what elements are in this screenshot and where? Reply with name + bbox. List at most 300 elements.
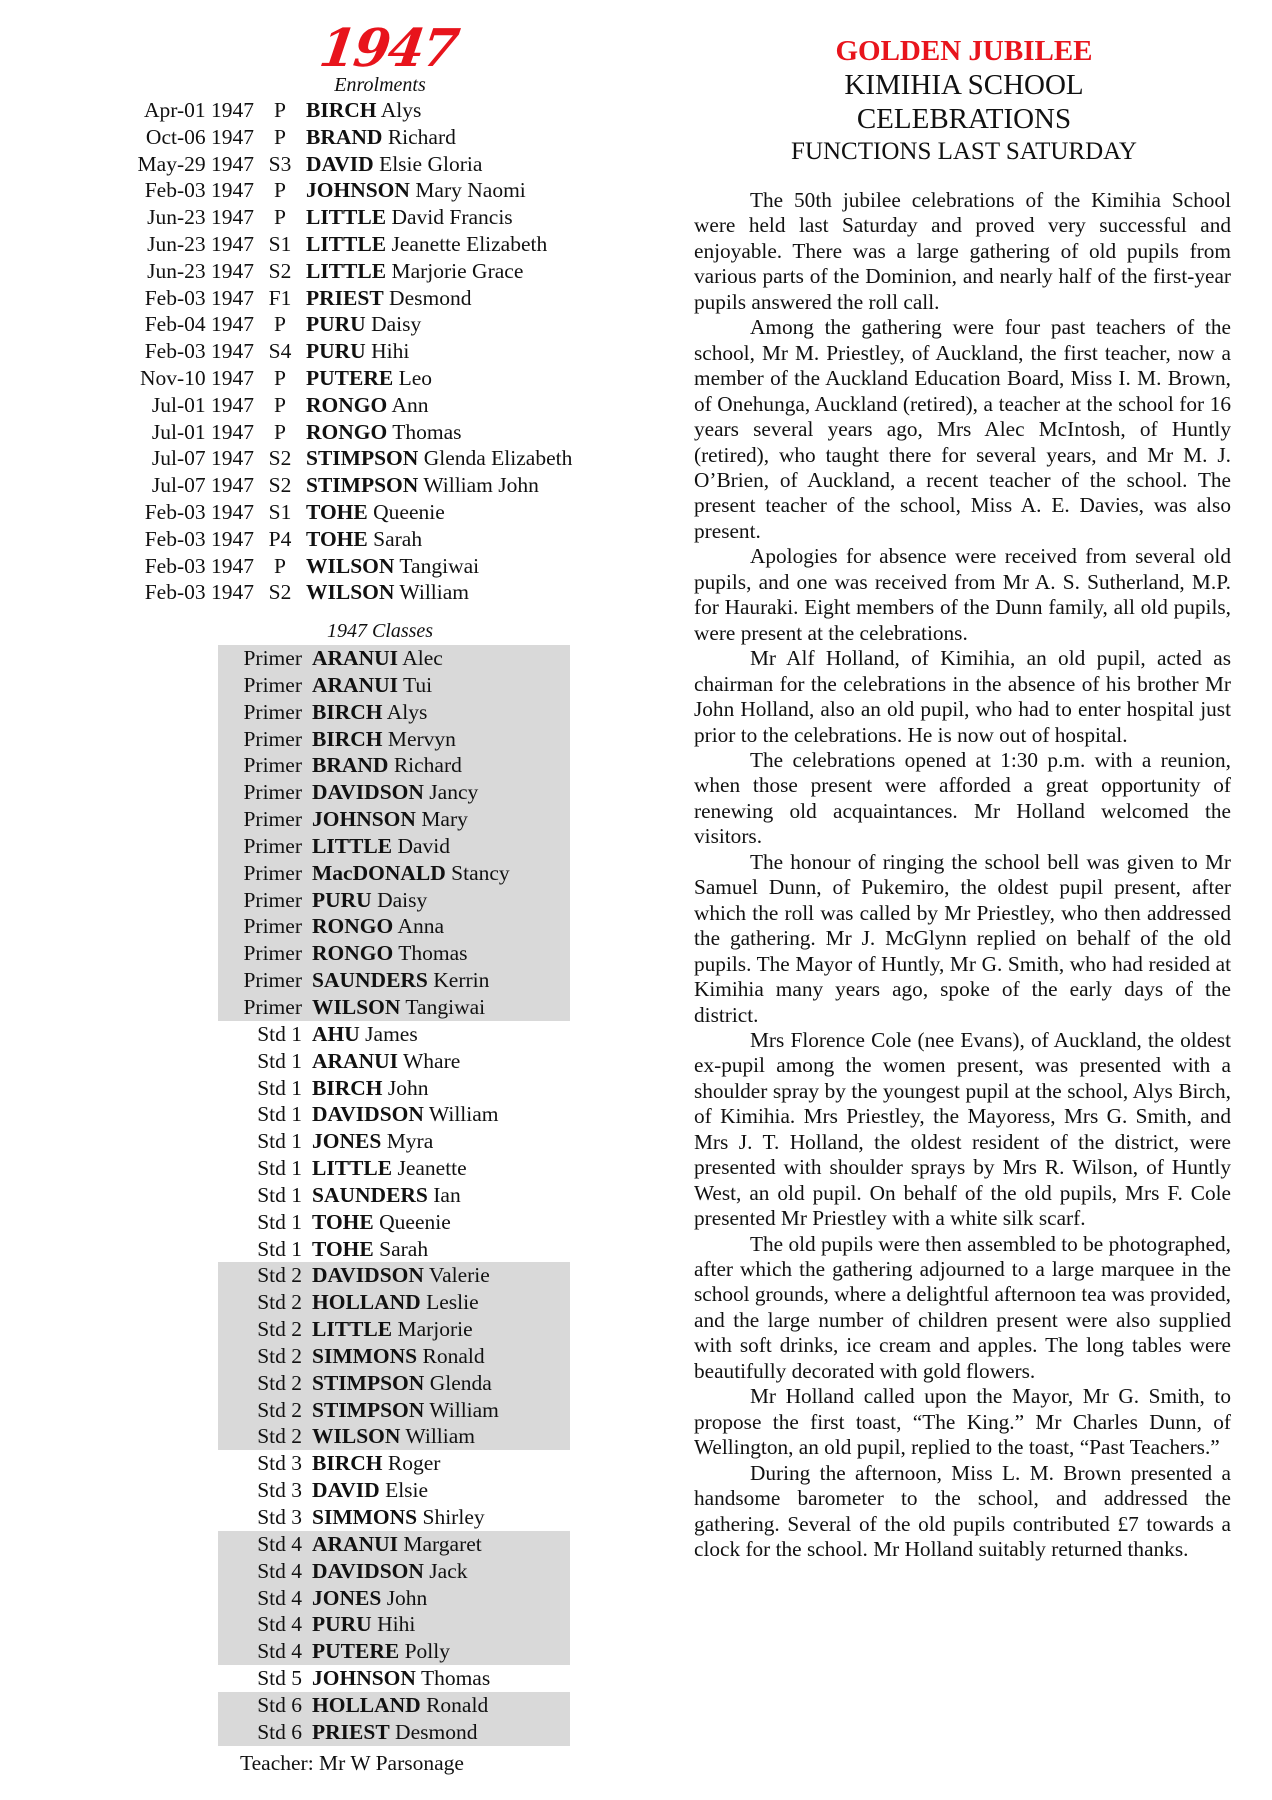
enrolment-date: Nov-10 1947: [139, 365, 254, 390]
surname: ARANUI: [312, 1531, 398, 1556]
pupil-name: [312, 913, 444, 940]
surname: AHU: [312, 1021, 360, 1046]
given-name: Mervyn: [387, 726, 456, 751]
given-name: William John: [423, 473, 539, 498]
enrolment-name: [306, 392, 428, 419]
class-level: Primer: [243, 672, 302, 697]
surname: PURU: [306, 339, 366, 364]
pupil-name: [312, 1450, 440, 1477]
class-level: Std 1: [257, 1048, 302, 1073]
enrolment-date: Jun-23 1947: [147, 231, 254, 256]
article-body: [694, 188, 1231, 1562]
enrolment-class: S2: [268, 580, 292, 605]
surname: STIMPSON: [312, 1370, 425, 1395]
given-name: Richard: [387, 124, 456, 149]
enrolment-class: S4: [268, 339, 292, 364]
given-name: Daisy: [377, 887, 428, 912]
pupil-name: [312, 1397, 499, 1424]
class-row: [218, 1155, 570, 1182]
given-name: Polly: [404, 1639, 450, 1664]
class-level: Primer: [243, 941, 302, 966]
pupil-name: [312, 1719, 477, 1746]
pupil-name: [312, 779, 478, 806]
surname: WILSON: [312, 1424, 401, 1449]
pupil-name: [312, 1289, 479, 1316]
surname: DAVIDSON: [312, 1102, 424, 1127]
surname: RONGO: [312, 914, 394, 939]
pupil-name: [312, 994, 485, 1021]
surname: DAVIDSON: [312, 1558, 424, 1583]
class-level: Std 1: [257, 1102, 302, 1127]
surname: JOHNSON: [306, 178, 410, 203]
surname: WILSON: [306, 553, 395, 578]
enrolment-name: [306, 311, 421, 338]
class-level: Std 1: [257, 1129, 302, 1154]
class-level: Primer: [243, 914, 302, 939]
pupil-name: [312, 1101, 499, 1128]
enrolment-date: Feb-03 1947: [144, 526, 254, 551]
surname: STIMPSON: [312, 1397, 425, 1422]
class-level: Std 2: [257, 1317, 302, 1342]
class-level: Std 1: [257, 1182, 302, 1207]
surname: WILSON: [312, 994, 401, 1019]
given-name: Marjorie Grace: [391, 258, 524, 283]
given-name: Roger: [387, 1451, 441, 1476]
class-level: Primer: [243, 994, 302, 1019]
pupil-name: [312, 1182, 461, 1209]
classes-list: [218, 645, 570, 1746]
class-level: Std 2: [257, 1290, 302, 1315]
class-row: [218, 1611, 570, 1638]
pupil-name: [312, 1531, 482, 1558]
enrolment-date: Feb-03 1947: [144, 580, 254, 605]
enrolment-class: P: [274, 553, 286, 578]
surname: TOHE: [312, 1209, 374, 1234]
enrolment-class: P: [274, 98, 286, 122]
class-level: Std 2: [257, 1343, 302, 1368]
enrolment-date: Apr-01 1947: [143, 98, 254, 122]
given-name: Margaret: [403, 1531, 482, 1556]
enrolment-date: Feb-03 1947: [144, 499, 254, 524]
enrolment-row: [100, 392, 572, 419]
given-name: Leo: [398, 365, 433, 390]
surname: PURU: [312, 887, 372, 912]
given-name: William: [399, 580, 470, 605]
given-name: Ronald: [422, 1343, 485, 1368]
surname: LITTLE: [312, 1156, 393, 1181]
surname: RONGO: [306, 419, 388, 444]
class-row: [218, 672, 570, 699]
article-paragraph: The old pupils were then assembled to be photographed, after which the gathering adjourned to a large marquee in the school grounds, where a delightful afternoon tea was provided, and the large number of children present were also supplied with soft drinks, ice cream and apples. The long tables were beautifully decorated with gold flowers.: [694, 1231, 1231, 1383]
enrolment-name: [306, 526, 422, 553]
surname: LITTLE: [312, 833, 393, 858]
surname: HOLLAND: [312, 1290, 421, 1315]
class-level: Primer: [243, 887, 302, 912]
enrolment-class: S1: [268, 231, 292, 256]
surname: DAVID: [312, 1478, 380, 1503]
enrolment-row: [100, 553, 572, 580]
enrolment-row: [100, 311, 572, 338]
surname: RONGO: [312, 941, 394, 966]
article-paragraph: Mr Alf Holland, of Kimihia, an old pupil, acted as chairman for the celebrations in the absence of his brother Mr John Holland, also an old pupil, who had to enter hospital just prior to the celebrations. He is now out of hospital.: [694, 646, 1231, 747]
pupil-name: [312, 1504, 485, 1531]
class-row: [218, 1504, 570, 1531]
enrolments-title: Enrolments: [334, 74, 426, 96]
given-name: James: [365, 1021, 418, 1046]
pupil-name: [312, 1316, 473, 1343]
class-row: [218, 726, 570, 753]
surname: BIRCH: [312, 699, 383, 724]
given-name: Valerie: [428, 1263, 490, 1288]
pupil-name: [312, 967, 489, 994]
article-paragraph: The celebrations opened at 1:30 p.m. with a reunion, when those present were afforded a great opportunity of renewing old acquaintances. Mr Holland welcomed the visitors.: [694, 747, 1231, 849]
surname: LITTLE: [306, 205, 387, 230]
enrolment-name: [306, 177, 526, 204]
surname: BIRCH: [312, 1451, 383, 1476]
given-name: Sarah: [373, 526, 423, 551]
enrolment-date: Jul-07 1947: [151, 446, 254, 471]
class-level: Std 4: [257, 1531, 302, 1556]
class-row: [218, 699, 570, 726]
given-name: Tangiwai: [399, 553, 480, 578]
enrolment-date: Feb-04 1947: [144, 312, 254, 337]
class-level: Std 4: [257, 1612, 302, 1637]
class-row: [218, 887, 570, 914]
enrolment-row: [100, 231, 572, 258]
pupil-name: [312, 726, 456, 753]
class-level: Primer: [243, 646, 302, 670]
class-level: Std 3: [257, 1451, 302, 1476]
enrolment-row: [100, 419, 572, 446]
enrolment-row: [100, 285, 572, 312]
surname: BIRCH: [306, 98, 377, 122]
given-name: Queenie: [379, 1209, 451, 1234]
surname: PURU: [312, 1612, 372, 1637]
given-name: Hihi: [371, 339, 410, 364]
enrolment-name: [306, 231, 547, 258]
class-row: [218, 1048, 570, 1075]
article-paragraph: During the afternoon, Miss L. M. Brown presented a handsome barometer to the school, and addressed the gathering. Several of the old pupils contributed £7 towards a clock for the school. Mr Holland suitably returned thanks.: [694, 1460, 1231, 1562]
given-name: Jeanette: [397, 1156, 467, 1181]
enrolment-class: S2: [268, 473, 292, 498]
given-name: Daisy: [371, 312, 422, 337]
enrolment-row: [100, 472, 572, 499]
pupil-name: [312, 1370, 492, 1397]
class-row: [218, 1370, 570, 1397]
enrolment-class: S1: [268, 499, 292, 524]
given-name: David: [397, 833, 450, 858]
pupil-name: [312, 645, 443, 672]
enrolment-name: [306, 97, 421, 124]
pupil-name: [312, 1638, 450, 1665]
given-name: Jeanette Elizabeth: [391, 231, 548, 256]
given-name: Hihi: [377, 1612, 416, 1637]
class-level: Std 3: [257, 1478, 302, 1503]
surname: SAUNDERS: [312, 1182, 428, 1207]
given-name: Tui: [403, 672, 433, 697]
year-heading: 1947: [315, 18, 462, 79]
given-name: Mary: [421, 807, 468, 832]
surname: SAUNDERS: [312, 968, 428, 993]
enrolment-date: Jul-07 1947: [151, 473, 254, 498]
enrolment-name: [306, 365, 432, 392]
given-name: Queenie: [373, 499, 445, 524]
given-name: Myra: [386, 1129, 434, 1154]
class-row: [218, 779, 570, 806]
class-row: [218, 833, 570, 860]
class-level: Std 6: [257, 1719, 302, 1744]
surname: JOHNSON: [312, 1666, 416, 1691]
given-name: Elsie Gloria: [379, 151, 483, 176]
surname: TOHE: [306, 526, 368, 551]
class-row: [218, 1182, 570, 1209]
enrolment-class: P: [274, 124, 286, 149]
enrolment-row: [100, 499, 572, 526]
class-level: Std 2: [257, 1370, 302, 1395]
surname: PUTERE: [306, 365, 394, 390]
given-name: Desmond: [395, 1719, 478, 1744]
headline-celebrations: CELEBRATIONS: [856, 103, 1072, 135]
class-row: [218, 1316, 570, 1343]
class-row: [218, 1101, 570, 1128]
class-row: [218, 1692, 570, 1719]
enrolment-row: [100, 124, 572, 151]
class-row: [218, 940, 570, 967]
enrolment-date: Jul-01 1947: [151, 392, 254, 417]
headline-school: KIMIHIA SCHOOL: [844, 69, 1084, 101]
given-name: Desmond: [389, 285, 472, 310]
enrolment-class: P: [274, 392, 286, 417]
pupil-name: [312, 860, 510, 887]
class-level: Std 1: [257, 1209, 302, 1234]
class-level: Primer: [243, 860, 302, 885]
class-level: Std 1: [257, 1156, 302, 1181]
class-row: [218, 967, 570, 994]
surname: SIMMONS: [312, 1505, 418, 1529]
given-name: Alys: [380, 98, 422, 122]
given-name: Ronald: [426, 1692, 489, 1717]
surname: BIRCH: [312, 1075, 383, 1100]
enrolment-row: [100, 151, 572, 178]
enrolment-name: [306, 579, 469, 606]
class-level: Std 1: [257, 1075, 302, 1100]
enrolment-row: [100, 97, 572, 124]
surname: JONES: [312, 1129, 382, 1154]
enrolment-class: P: [274, 178, 286, 203]
surname: LITTLE: [312, 1317, 393, 1342]
class-group: [218, 1665, 570, 1692]
pupil-name: [312, 1236, 428, 1263]
class-row: [218, 1585, 570, 1612]
surname: ARANUI: [312, 646, 398, 670]
enrolment-row: [100, 338, 572, 365]
enrolment-name: [306, 553, 479, 580]
enrolment-row: [100, 579, 572, 606]
class-row: [218, 1343, 570, 1370]
class-row: [218, 1075, 570, 1102]
given-name: Kerrin: [433, 968, 490, 993]
surname: STIMPSON: [306, 446, 419, 471]
surname: PRIEST: [306, 285, 384, 310]
enrolments-list: [100, 97, 572, 606]
classes-title: 1947 Classes: [326, 620, 434, 642]
pupil-name: [312, 1209, 451, 1236]
enrolment-class: F1: [268, 285, 292, 310]
class-level: Primer: [243, 968, 302, 993]
pupil-name: [312, 1343, 485, 1370]
class-level: Std 1: [257, 1236, 302, 1261]
given-name: Marjorie: [397, 1317, 473, 1342]
class-group: [218, 1021, 570, 1263]
surname: RONGO: [306, 392, 388, 417]
given-name: Thomas: [420, 1666, 491, 1691]
pupil-name: [312, 887, 427, 914]
enrolment-class: S2: [268, 446, 292, 471]
class-group: [218, 645, 570, 1021]
given-name: William: [405, 1424, 476, 1449]
class-group: [218, 1692, 570, 1746]
class-row: [218, 1450, 570, 1477]
surname: PUTERE: [312, 1639, 400, 1664]
surname: ARANUI: [312, 672, 398, 697]
class-row: [218, 1289, 570, 1316]
pupil-name: [312, 1075, 428, 1102]
class-row: [218, 994, 570, 1021]
class-level: Std 2: [257, 1424, 302, 1449]
class-level: Primer: [243, 753, 302, 778]
class-group: [218, 1531, 570, 1665]
enrolment-date: Jun-23 1947: [147, 258, 254, 283]
surname: TOHE: [306, 499, 368, 524]
class-level: Std 4: [257, 1558, 302, 1583]
class-level: Std 2: [257, 1263, 302, 1288]
class-row: [218, 752, 570, 779]
class-row: [218, 1531, 570, 1558]
class-row: [218, 1638, 570, 1665]
given-name: Ian: [433, 1182, 461, 1207]
class-row: [218, 1719, 570, 1746]
surname: HOLLAND: [312, 1692, 421, 1717]
enrolment-date: Feb-03 1947: [144, 178, 254, 203]
class-level: Primer: [243, 833, 302, 858]
given-name: John: [386, 1585, 428, 1610]
pupil-name: [312, 940, 468, 967]
class-group: [218, 1450, 570, 1531]
subheadline: FUNCTIONS LAST SATURDAY: [791, 138, 1137, 165]
given-name: John: [387, 1075, 429, 1100]
given-name: Mary Naomi: [415, 178, 526, 203]
surname: TOHE: [312, 1236, 374, 1261]
surname: BIRCH: [312, 726, 383, 751]
enrolment-name: [306, 499, 445, 526]
class-row: [218, 860, 570, 887]
class-row: [218, 645, 570, 672]
enrolment-date: Jun-23 1947: [147, 205, 254, 230]
enrolment-name: [306, 151, 482, 178]
given-name: Jack: [429, 1558, 468, 1583]
article-paragraph: The 50th jubilee celebrations of the Kimihia School were held last Saturday and proved very successful and enjoyable. There was a large gathering of old pupils from various parts of the Dominion, and nearly half of the first-year pupils answered the roll call.: [694, 188, 1231, 314]
given-name: Thomas: [392, 419, 462, 444]
pupil-name: [312, 672, 432, 699]
surname: ARANUI: [312, 1048, 398, 1073]
enrolment-class: P: [274, 312, 286, 337]
class-row: [218, 1128, 570, 1155]
article-paragraph: Mr Holland called upon the Mayor, Mr G. Smith, to propose the first toast, “The King.” Mr Charles Dunn, of Wellington, an old pupil, replied to the toast, “Past Teachers.”: [694, 1384, 1231, 1460]
class-row: [218, 806, 570, 833]
enrolment-row: [100, 526, 572, 553]
surname: BRAND: [312, 753, 389, 778]
class-level: Std 6: [257, 1692, 302, 1717]
pupil-name: [312, 699, 427, 726]
class-row: [218, 1209, 570, 1236]
class-row: [218, 913, 570, 940]
class-level: Primer: [243, 726, 302, 751]
given-name: David Francis: [391, 205, 513, 230]
given-name: Whare: [403, 1048, 461, 1073]
pupil-name: [312, 1423, 475, 1450]
enrolment-name: [306, 445, 572, 472]
surname: JONES: [312, 1585, 382, 1610]
given-name: Elsie: [385, 1478, 429, 1503]
enrolment-row: [100, 365, 572, 392]
pupil-name: [312, 1155, 467, 1182]
class-level: Primer: [243, 807, 302, 832]
pupil-name: [312, 1048, 460, 1075]
given-name: Alec: [402, 646, 443, 670]
enrolment-row: [100, 258, 572, 285]
surname: LITTLE: [306, 231, 387, 256]
given-name: Leslie: [426, 1290, 479, 1315]
class-row: [218, 1665, 570, 1692]
surname: PURU: [306, 312, 366, 337]
class-row: [218, 1423, 570, 1450]
article-paragraph: Among the gathering were four past teachers of the school, Mr M. Priestley, of Auckland, the first teacher, now a member of the Auckland Education Board, Miss I. M. Brown, of Onehunga, Auckland (retired), a teacher at the school for 16 years several years ago, Mrs Alec McIntosh, of Huntly (retired), who taught there for several years, and Mr M. J. O’Brien, of Auckland, a recent teacher of the school. The present teacher of the school, Miss A. E. Davies, was also present.: [694, 315, 1231, 543]
article-paragraph: The honour of ringing the school bell was given to Mr Samuel Dunn, of Pukemiro, the oldest pupil present, after which the roll was called by Mr Priestley, who then addressed the gathering. Mr J. McGlynn replied on behalf of the old pupils. The Mayor of Huntly, Mr G. Smith, who had resided at Kimihia many years ago, spoke of the early days of the district.: [694, 849, 1231, 1027]
pupil-name: [312, 1665, 490, 1692]
pupil-name: [312, 1585, 427, 1612]
enrolment-date: May-29 1947: [137, 151, 254, 176]
pupil-name: [312, 806, 468, 833]
enrolment-name: [306, 472, 539, 499]
class-level: Std 2: [257, 1397, 302, 1422]
surname: MacDONALD: [312, 860, 446, 885]
enrolment-name: [306, 124, 456, 151]
given-name: Glenda Elizabeth: [423, 446, 573, 471]
pupil-name: [312, 1262, 490, 1289]
given-name: Shirley: [422, 1505, 485, 1529]
pupil-name: [312, 1477, 428, 1504]
teacher-line: Teacher: Mr W Parsonage: [240, 1751, 464, 1775]
headline-golden-jubilee: GOLDEN JUBILEE: [835, 35, 1093, 67]
surname: WILSON: [306, 580, 395, 605]
enrolment-date: Feb-03 1947: [144, 285, 254, 310]
surname: DAVIDSON: [312, 780, 424, 805]
surname: LITTLE: [306, 258, 387, 283]
enrolment-class: S3: [268, 151, 292, 176]
given-name: Alys: [386, 699, 428, 724]
enrolment-date: Jul-01 1947: [151, 419, 254, 444]
class-level: Std 1: [257, 1021, 302, 1046]
given-name: Glenda: [429, 1370, 492, 1395]
surname: BRAND: [306, 124, 383, 149]
surname: PRIEST: [312, 1719, 390, 1744]
pupil-name: [312, 1558, 468, 1585]
class-level: Primer: [243, 780, 302, 805]
given-name: William: [429, 1397, 499, 1422]
class-level: Std 4: [257, 1585, 302, 1610]
enrolment-row: [100, 177, 572, 204]
given-name: Tangiwai: [405, 994, 486, 1019]
